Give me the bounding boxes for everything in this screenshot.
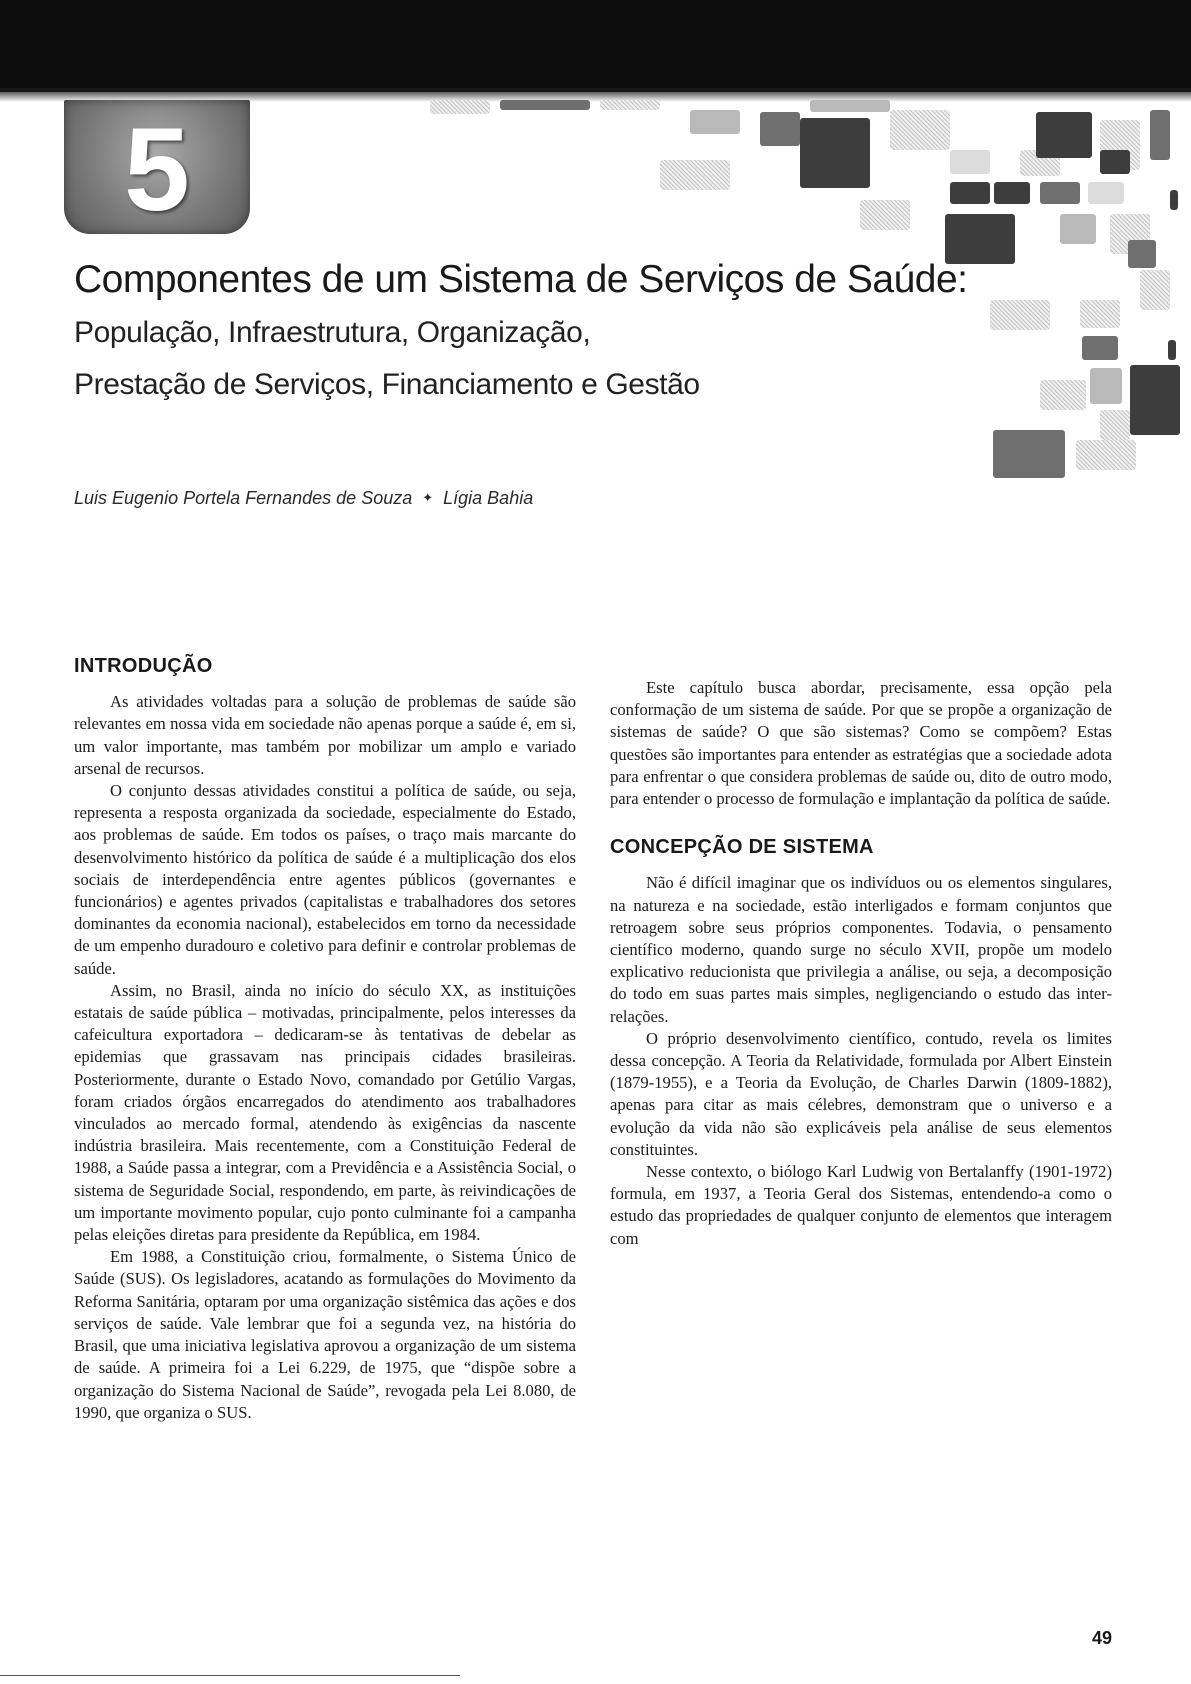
- page-number: 49: [1091, 1628, 1112, 1648]
- chapter-number: 5: [124, 104, 190, 236]
- system-paragraph-2: O próprio desenvolvimento científico, contudo, revela os limites dessa concepção. A Teoria da Relatividade, formulada por Albert Einstein (1879-1955), e a Teoria da Evolução, de Charles Darwin (1809-1882), apenas para citar as mais célebres, demonstram que o universo e a evolução da vida não são explicáveis pela análise de seus elementos constituintes.: [610, 1028, 1112, 1159]
- chapter-title: Componentes de um Sistema de Serviços de Saúde:: [74, 258, 968, 301]
- author-separator-icon: ✦: [422, 490, 434, 505]
- intro-heading: INTRODUÇÃO: [74, 655, 213, 677]
- authors: [74, 488, 533, 509]
- chapter-number-box: [64, 100, 250, 234]
- intro-paragraph-1: As atividades voltadas para a solução de problemas de saúde são relevantes em nossa vida em sociedade não apenas porque a saúde é, em si, um valor importante, mas também por mobilizar um amplo e variado arsenal de recursos.: [74, 692, 576, 778]
- chapter-subtitle-line-2: Prestação de Serviços, Financiamento e Gestão: [74, 368, 700, 401]
- header-band: [0, 0, 1191, 92]
- left-column: [74, 655, 576, 1424]
- author-2: Lígia Bahia: [443, 488, 534, 508]
- intro-paragraph-3: Assim, no Brasil, ainda no início do século XX, as instituições estatais de saúde pública – motivadas, principalmente, pelos interesses da cafeicultura exportadora – dedicaram-se às tentativas de debelar as epidemias que grassavam nas principais cidades brasileiras. Posteriormente, durante o Estado Novo, comandado por Getúlio Vargas, foram criados órgãos encarregados do atendimento aos trabalhadores vinculados ao mercado formal, atendendo às exigências da nascente indústria brasileira. Mais recentemente, com a Constituição Federal de 1988, a Saúde passa a integrar, com a Previdência e a Assistência Social, o sistema de Seguridade Social, respondendo, em parte, às reivindicações de um importante movimento popular, cujo ponto culminante foi a campanha pelas eleições diretas para presidente da República, em 1984.: [74, 980, 576, 1245]
- chapter-subtitle-line-1: População, Infraestrutura, Organização,: [74, 316, 591, 349]
- system-paragraph-1: Não é difícil imaginar que os indivíduos ou os elementos singulares, na natureza e na sociedade, estão interligados e formam conjuntos que retroagem sobre seus próprios componentes. Todavia, o pensamento científico moderno, quando surge no século XVII, propõe um modelo explicativo reducionista que privilegia a análise, ou seja, a decomposição do todo em suas partes mais simples, negligenciando o estudo das inter-relações.: [610, 873, 1112, 1026]
- author-1: Luis Eugenio Portela Fernandes de Souza: [74, 488, 413, 508]
- intro-paragraph-5: Este capítulo busca abordar, precisamente, essa opção pela conformação de um sistema de saúde. Por que se propõe a organização de sistemas de saúde? O que são sistemas? Como se compõem? Estas questões são importantes para entender as estratégias que a sociedade adota para enfrentar o que considera problemas de saúde ou, dito de outro modo, para entender o processo de formulação e implantação da política de saúde.: [610, 678, 1112, 809]
- intro-paragraph-4: Em 1988, a Constituição criou, formalmente, o Sistema Único de Saúde (SUS). Os legisladores, acatando as formulações do Movimento da Reforma Sanitária, optaram por uma organização sistêmica das ações e dos serviços de saúde. Vale lembrar que foi a segunda vez, na história do Brasil, que uma iniciativa legislativa aprovou a organização de um sistema de saúde. A primeira foi a Lei 6.229, de 1975, que “dispõe sobre a organização do Sistema Nacional de Saúde”, revogada pela Lei 8.080, de 1990, que organiza o SUS.: [74, 1247, 576, 1422]
- system-paragraph-3: Nesse contexto, o biólogo Karl Ludwig von Bertalanffy (1901-1972) formula, em 1937, a Teoria Geral dos Sistemas, entendendo-a como o estudo das propriedades de qualquer conjunto de elementos que interagem com: [610, 1162, 1112, 1248]
- intro-paragraph-2: O conjunto dessas atividades constitui a política de saúde, ou seja, representa a resposta organizada da sociedade, especialmente do Estado, aos problemas de saúde. Em todos os países, o traço mais marcante do desenvolvimento histórico da política de saúde é a multiplicação dos elos sociais de interdependência entre agentes públicos (governantes e funcionários) e agentes privados (capitalistas e trabalhadores dos setores dominantes da economia nacional), estabelecidos em torno da necessidade de um empenho duradouro e coletivo para definir e controlar problemas de saúde.: [74, 781, 576, 978]
- system-heading: CONCEPÇÃO DE SISTEMA: [610, 836, 874, 859]
- right-column: [610, 677, 1112, 1250]
- footer-rule: [0, 1675, 460, 1676]
